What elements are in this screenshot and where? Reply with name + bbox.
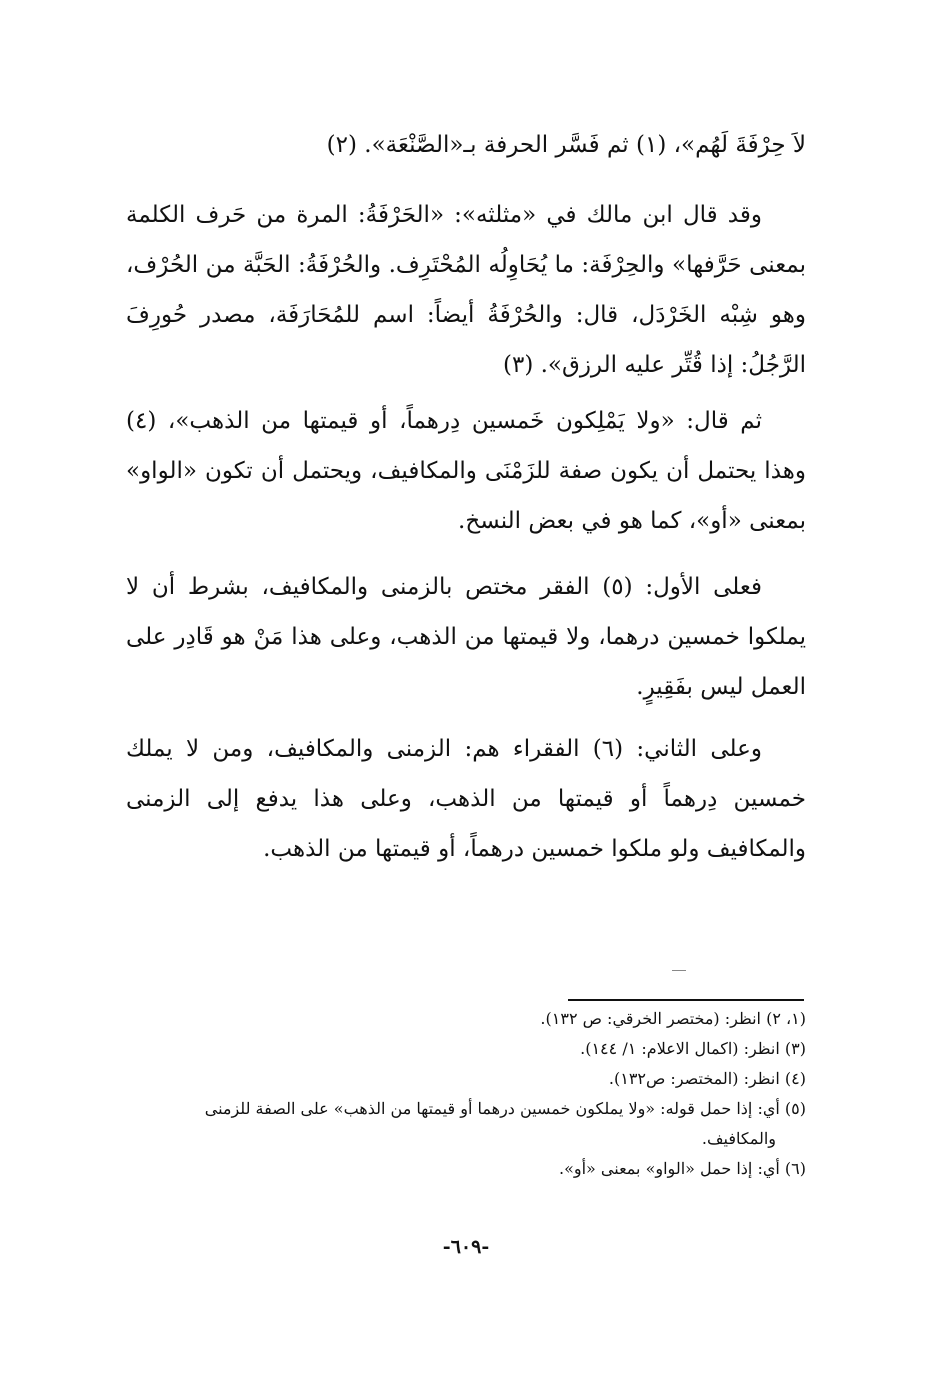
paragraph-text: فعلى الأول: (٥) الفقر مختص بالزمنى والمكافيف، بشرط أن لا يملكوا خمسين درهما، ولا قيمتها من الذهب، وعلى هذا مَنْ هو قَادِر على العمل ليس بفَقِيرٍ.	[126, 574, 806, 700]
footnote-5-continuation: والمكافيف.	[701, 1129, 776, 1148]
paragraph-text: لاَ حِرْفَةَ لَهُم»، (١) ثم فَسَّر الحرفة بـ«الصَّنْعَة». (٢)	[326, 132, 806, 158]
paragraph-second-view	[126, 724, 806, 874]
decorative-mark	[672, 970, 686, 971]
page-number: -٦٠٩-	[442, 1236, 490, 1258]
footnote-4: (٤) انظر: (المختصر: ص١٣٢).	[608, 1069, 806, 1088]
paragraph-text: ثم قال: «ولا يَمْلِكون خَمسين دِرهماً، أو قيمتها من الذهب»، (٤) وهذا يحتمل أن يكون صفة للزَمْنَى والمكافيف، ويحتمل أن تكون «الواو» بمعنى «أو»، كما هو في بعض النسخ.	[126, 408, 806, 534]
paragraph-text: وعلى الثاني: (٦) الفقراء هم: الزمنى والمكافيف، ومن لا يملك خمسين دِرهماً أو قيمتها من الذهب، وعلى هذا يدفع إلى الزمنى والمكافيف ولو ملكوا خمسين درهماً، أو قيمتها من الذهب.	[126, 736, 806, 862]
footnote-separator	[568, 999, 804, 1001]
footnotes-section	[126, 1004, 806, 1184]
footnote-3: (٣) انظر: (اكمال الاعلام: ١/ ١٤٤).	[580, 1039, 806, 1058]
paragraph-first-view	[126, 562, 806, 712]
paragraph-ibn-malik	[126, 190, 806, 390]
footnote-6: (٦) أي: إذا حمل «الواو» بمعنى «أو».	[559, 1159, 806, 1178]
paragraph-continuation	[126, 120, 806, 170]
footnote-1-2: (١، ٢) انظر: (مختصر الخرقي: ص ١٣٢).	[540, 1009, 806, 1028]
footnote-5: (٥) أي: إذا حمل قوله: «ولا يملكون خمسين درهما أو قيمتها من الذهب» على الصفة للزمنى	[204, 1099, 806, 1118]
paragraph-text: وقد قال ابن مالك في «مثلثه»: «الحَرْفَةُ: المرة من حَرف الكلمة بمعنى حَرَّفها» والحِرْفَة: ما يُحَاوِلُه المُحْتَرِف. والحُرْفَةُ: الحَبَّة من الحُرْف، وهو شِبْه الخَرْدَل، قال: والحُرْفَةُ أيضاً: اسم للمُحَارَفَة، مصدر حُورِفَ الرَّجُلُ: إذا قُتِّر عليه الرزق». (٣)	[126, 202, 806, 378]
paragraph-then-said	[126, 396, 806, 546]
